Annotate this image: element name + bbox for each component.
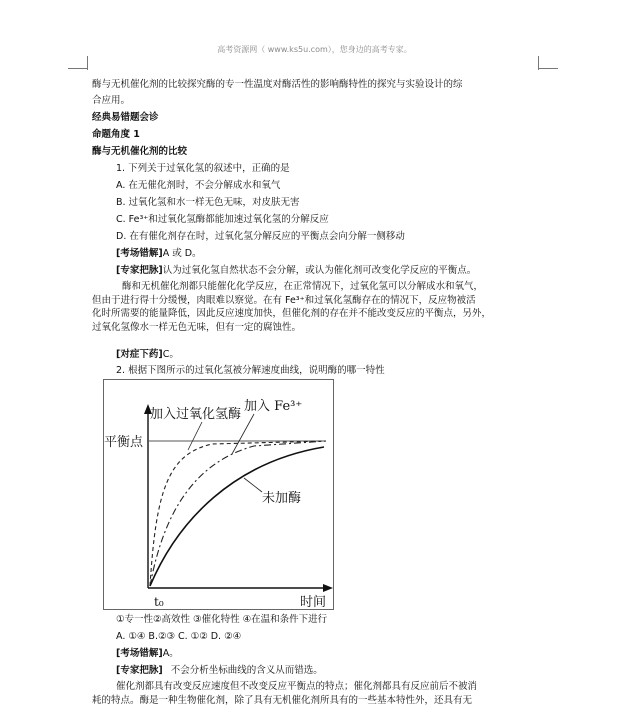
answer-label: [对症下药]: [116, 349, 163, 360]
wrong-label: [考场错解]: [116, 648, 163, 659]
wrong-answer: A。: [162, 648, 179, 659]
explanation-line: 过氧化氢像水一样无色无味，但有一定的腐蚀性。: [92, 321, 302, 333]
x-tick-t0: t₀: [154, 595, 164, 609]
series-label-fe: 加入 Fe³⁺: [244, 399, 303, 414]
curve-enzyme: [150, 441, 326, 586]
option-a: A. 在无催化剂时，不会分解成水和氧气: [116, 180, 281, 191]
expert-text: 认为过氧化氢自然状态不会分解，或认为催化剂可改变化学反应的平衡点。: [162, 265, 477, 276]
expert-line: [116, 664, 323, 677]
option-c: C. Fe³⁺和过氧化氢酶都能加速过氧化氢的分解反应: [116, 214, 329, 225]
explanation-line: 催化剂都具有改变反应速度但不改变反应平衡点的特点；催化剂都具有反应前后不被消: [116, 681, 478, 692]
chart-svg: [104, 380, 333, 609]
explanation-line: 但由于进行得十分缓慢，肉眼难以察觉。在有 Fe³⁺和过氧化氢酶存在的情况下，反应物被活: [92, 294, 476, 306]
expert-text: 不会分析坐标曲线的含义从而错选。: [170, 665, 323, 676]
section-heading: 经典易错题会诊: [92, 112, 159, 123]
answer-value: C。: [162, 349, 179, 360]
angle-heading: 命题角度 1: [92, 129, 140, 140]
explanation-line: 耗的特点。酶是一种生物催化剂，除了具有无机催化剂所具有的一些基本特性外，还具有无: [92, 694, 473, 706]
series-label-enzyme: 加入过氧化氢酶: [150, 407, 242, 422]
decomposition-chart: [103, 379, 334, 610]
option-b: B. 过氧化氢和水一样无色无味，对皮肤无害: [116, 197, 300, 208]
option-d: D. 在有催化剂存在时，过氧化氢分解反应的平衡点会向分解一侧移动: [116, 231, 405, 242]
wrong-answer-line: [116, 647, 179, 660]
expert-label: [专家把脉]: [116, 265, 163, 276]
leader-enzyme: [188, 422, 202, 450]
expert-line: [116, 264, 476, 277]
wrong-label: [考场错解]: [116, 248, 163, 259]
q2-choices-line: A. ①④ B.②③ C. ①② D. ②④: [116, 631, 242, 642]
answer-line: [116, 348, 179, 361]
crop-mark: [87, 56, 88, 70]
topic-heading: 酶与无机催化剂的比较: [92, 146, 188, 157]
intro-line: 酶与无机催化剂的比较探究酶的专一性温度对酶活性的影响酶特性的探究与实验设计的综: [92, 79, 463, 90]
question-stem: 1. 下列关于过氧化氢的叙述中，正确的是: [116, 163, 290, 174]
x-axis-arrow: [323, 584, 333, 592]
explanation: [92, 280, 538, 334]
expert-label: [专家把脉]: [116, 665, 163, 676]
leader-no-enzyme: [244, 478, 262, 492]
explanation-line: 化时所需要的能量降低，因此反应速度加快，但催化剂的存在并不能改变反应的平衡点，另外，: [92, 308, 492, 319]
wrong-answer-line: [116, 247, 202, 260]
wrong-answer: A 或 D。: [162, 248, 202, 259]
series-label-no-enzyme: 未加酶: [262, 491, 302, 506]
ylabel: 平衡点: [104, 435, 144, 450]
intro-line: 合应用。: [92, 95, 131, 106]
explanation-line: 酶和无机催化剂都只能催化化学反应，在正常情况下，过氧化氢可以分解成水和氧气，: [122, 281, 484, 292]
question-stem: 2. 根据下图所示的过氧化氢被分解速度曲线，说明酶的哪一特性: [116, 365, 385, 376]
q2-explanation: [92, 680, 538, 707]
curve-no-enzyme: [150, 447, 324, 586]
xlabel: 时间: [300, 595, 327, 609]
crop-mark: [68, 68, 88, 69]
crop-mark: [538, 56, 539, 70]
curve-fe: [150, 441, 326, 586]
page-header: 高考资源网（ www.ks5u.com），您身边的高考专家。: [217, 45, 412, 54]
q2-options-line: ①专一性②高效性 ③催化特性 ④在温和条件下进行: [116, 614, 328, 625]
crop-mark: [538, 68, 558, 69]
